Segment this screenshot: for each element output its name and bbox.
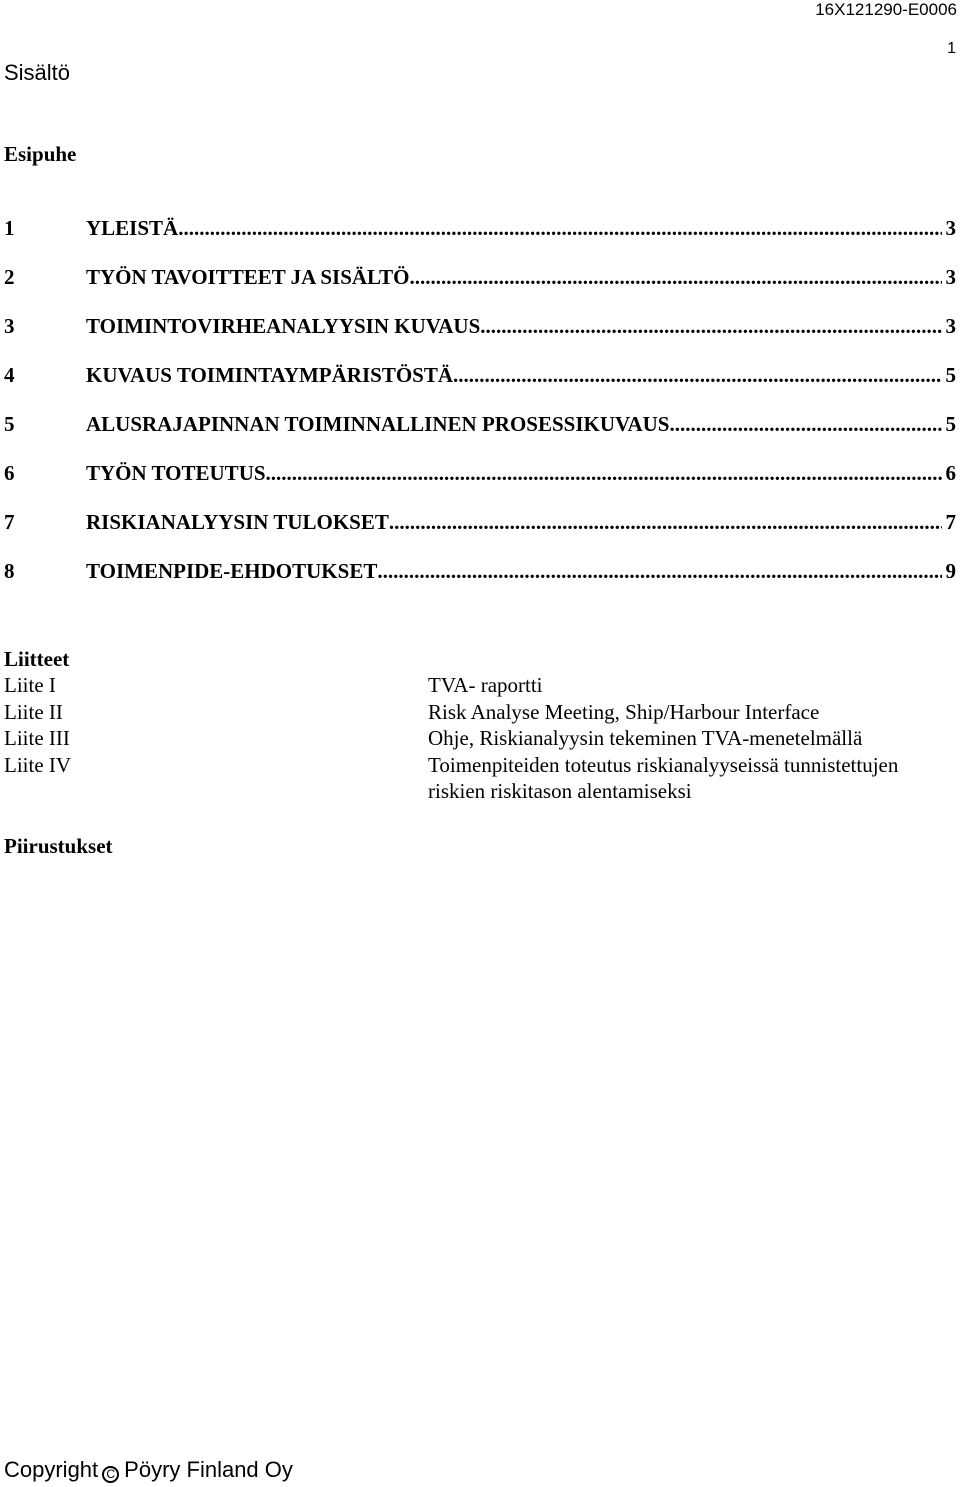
toc-entry-page: 3 [945,314,956,338]
attachment-item [4,672,898,699]
attachment-label: Liite III [4,726,70,750]
toc-entry-page: 9 [945,559,956,583]
drawings-heading: Piirustukset [4,834,113,858]
toc-entry[interactable] [4,313,956,362]
toc-entry-title: TYÖN TAVOITTEET JA SISÄLTÖ [86,265,410,289]
attachment-label: Liite I [4,673,56,697]
toc-entry-title: TOIMENPIDE-EHDOTUKSET [86,559,378,583]
attachment-description: Toimenpiteiden toteutus riskianalyyseissä tunnistettujen riskien riskitason alentamiseksi [428,752,899,803]
toc-entry-page: 5 [945,363,956,387]
toc-entry[interactable] [4,558,956,607]
attachment-label: Liite IV [4,752,72,777]
attachments-list [4,672,898,805]
toc-entry-number: 1 [4,216,15,240]
toc-dot-leader [178,215,941,241]
toc-entry[interactable] [4,411,956,460]
toc-dot-leader [266,460,942,486]
document-id: 16X121290-E0006 [815,0,957,19]
toc-entry[interactable] [4,460,956,509]
toc-entry-page: 6 [945,461,956,485]
toc-entry-page: 5 [945,412,956,436]
attachments-heading: Liitteet [4,647,70,671]
toc-entry-number: 2 [4,265,15,289]
toc-entry-number: 4 [4,363,15,387]
toc-entry-page: 7 [945,510,956,534]
toc-entry-title: YLEISTÄ [86,216,179,240]
copyright-label: Copyright [4,1457,99,1482]
attachment-label: Liite II [4,699,63,724]
attachment-item [4,725,898,752]
toc-entry[interactable] [4,362,956,411]
attachment-item [4,699,898,726]
toc-entry-number: 3 [4,314,15,338]
table-of-contents [4,215,956,607]
toc-entry-number: 5 [4,412,15,436]
attachment-description: TVA- raportti [428,673,543,697]
toc-dot-leader [389,509,942,535]
toc-dot-leader [453,362,941,388]
toc-entry[interactable] [4,509,956,558]
attachment-description: Ohje, Riskianalyysin tekeminen TVA-menetelmällä [428,726,863,750]
page-number: 1 [947,40,956,57]
toc-entry-page: 3 [945,216,956,240]
toc-entry-title: TOIMINTOVIRHEANALYYSIN KUVAUS [86,314,481,338]
toc-dot-leader [377,558,941,584]
toc-dot-leader [409,264,941,290]
toc-entry-title: KUVAUS TOIMINTAYMPÄRISTÖSTÄ [86,363,454,387]
toc-heading: Sisältö [4,60,71,85]
toc-dot-leader [480,313,941,339]
toc-entry[interactable] [4,215,956,264]
toc-dot-leader [669,411,941,437]
toc-entry[interactable] [4,264,956,313]
attachment-item [4,752,898,805]
attachment-description: Risk Analyse Meeting, Ship/Harbour Interface [428,699,820,724]
toc-entry-title: TYÖN TOTEUTUS [86,461,266,485]
toc-entry-title: RISKIANALYYSIN TULOKSET [86,510,389,534]
copyright-icon: C [102,1466,119,1483]
copyright-footer [4,1456,293,1484]
toc-entry-number: 7 [4,510,15,534]
toc-entry-number: 8 [4,559,15,583]
toc-entry-title: ALUSRAJAPINNAN TOIMINNALLINEN PROSESSIKUVAUS [86,412,670,436]
company-name: Pöyry Finland Oy [124,1457,293,1482]
toc-entry-number: 6 [4,461,15,485]
preface-heading: Esipuhe [4,142,77,166]
toc-entry-page: 3 [945,265,956,289]
